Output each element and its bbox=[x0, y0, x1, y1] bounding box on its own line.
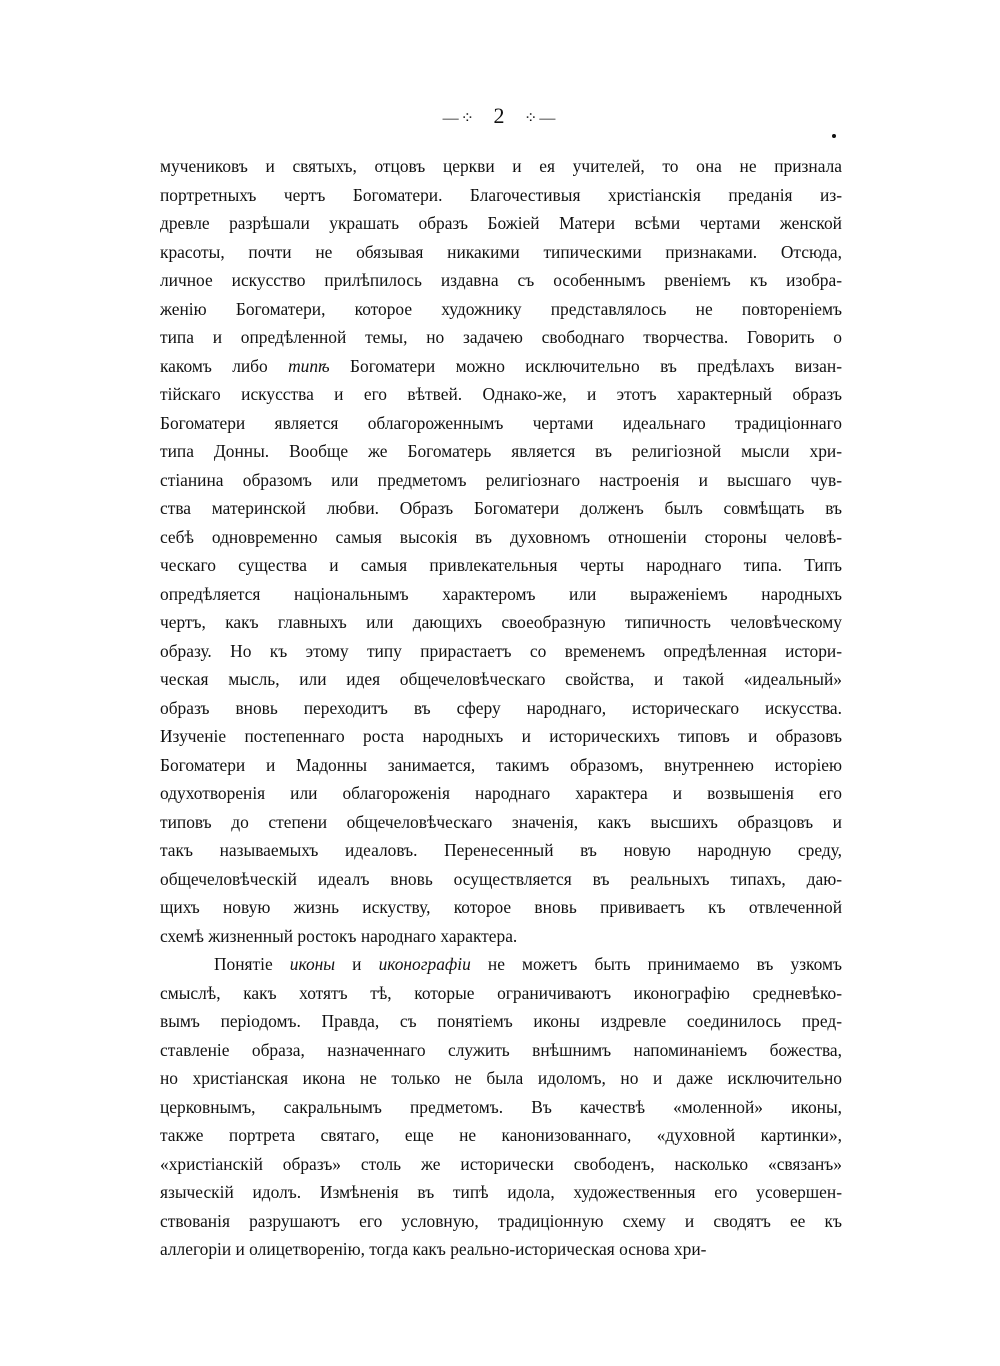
text-line: опредѣляется національнымъ характеромъ или выраженіемъ народныхъ bbox=[160, 583, 842, 604]
italic-term: иконографіи bbox=[378, 954, 471, 974]
text-line: личное искусство прилѣпилось издавна съ особеннымъ рвеніемъ къ изобра- bbox=[160, 270, 842, 290]
ornament-left: —⁘ bbox=[442, 109, 476, 127]
text-line: красоты, почти не обязывая никакими типическими признаками. Отсюда, bbox=[160, 241, 842, 262]
text-line: аллегоріи и олицетворенію, тогда какъ реально-историческая основа хри- bbox=[160, 1239, 707, 1259]
text-line: типа и опредѣленной темы, но задачею свободнаго творчества. Говорить о bbox=[160, 327, 842, 347]
page-number: 2 bbox=[493, 103, 507, 128]
text-line: Богоматери и Мадонны занимается, такимъ образомъ, внутреннею исторіею bbox=[160, 754, 842, 775]
paragraph-2 bbox=[160, 950, 842, 1264]
text-line: стіанина образомъ или предметомъ религіознаго настроенія и высшаго чув- bbox=[160, 469, 842, 490]
text-line: какомъ либо типѣ Богоматери можно исключительно въ предѣлахъ визан- bbox=[160, 355, 842, 376]
text-line: себѣ одновременно самыя высокія въ духовномъ отношеніи стороны человѣ- bbox=[160, 526, 842, 547]
text-line: мучениковъ и святыхъ, отцовъ церкви и ея учителей, то она не признала bbox=[160, 156, 842, 176]
text-line: тійскаго искусства и его вѣтвей. Однако-же, и этотъ характерный образъ bbox=[160, 384, 842, 404]
paragraph-1 bbox=[160, 152, 842, 950]
italic-term: иконы bbox=[289, 954, 336, 974]
text-line: Богоматери является облагороженнымъ чертами идеальнаго традиціоннаго bbox=[160, 412, 842, 433]
print-speck bbox=[832, 134, 836, 138]
text-line: смыслѣ, какъ хотятъ тѣ, которые ограничиваютъ иконографію средневѣко- bbox=[160, 982, 842, 1003]
text-line: портретныхъ чертъ Богоматери. Благочестивыя христіанскія преданія из- bbox=[160, 184, 842, 205]
text-line: Изученіе постепеннаго роста народныхъ и историческихъ типовъ и образовъ bbox=[160, 726, 842, 746]
page-number-header bbox=[0, 103, 1000, 129]
text-body bbox=[160, 152, 842, 1264]
text-line: образъ вновь переходитъ въ сферу народнаго, историческаго искусства. bbox=[160, 697, 842, 718]
text-line: женію Богоматери, которое художнику представлялось не повтореніемъ bbox=[160, 298, 842, 319]
text-line: образу. Но къ этому типу прирастаетъ со временемъ опредѣленная истори- bbox=[160, 640, 842, 661]
text-line: ческаго существа и самыя привлекательныя черты народнаго типа. Типъ bbox=[160, 555, 842, 575]
text-line: Понятіе иконы и иконографіи не можетъ быть принимаемо въ узкомъ bbox=[214, 954, 842, 974]
text-line: ческая мысль, или идея общечеловѣческаго свойства, и такой «идеальный» bbox=[160, 669, 842, 689]
text-line: но христіанская икона не только не была идоломъ, но и даже исключительно bbox=[160, 1068, 842, 1088]
text-line: церковнымъ, сакральнымъ предметомъ. Въ качествѣ «моленной» иконы, bbox=[160, 1096, 842, 1117]
text-line: языческій идолъ. Измѣненія въ типѣ идола, художественныя его усовершен- bbox=[160, 1182, 842, 1202]
text-line: чертъ, какъ главныхъ или дающихъ своеобразную типичность человѣческому bbox=[160, 612, 842, 632]
text-line: также портрета святаго, еще не канонизованнаго, «духовной картинки», bbox=[160, 1125, 842, 1145]
text-line: «христіанскій образъ» столь же исторически свободенъ, насколько «связанъ» bbox=[160, 1153, 842, 1174]
text-line: типа Донны. Вообще же Богоматерь является въ религіозной мысли хри- bbox=[160, 441, 842, 461]
text-line: общечеловѣческій идеалъ вновь осуществляется въ реальныхъ типахъ, даю- bbox=[160, 868, 842, 889]
italic-term: типѣ bbox=[288, 355, 330, 376]
text-line: типовъ до степени общечеловѣческаго значенія, какъ высшихъ образцовъ и bbox=[160, 811, 842, 832]
text-line: вымъ періодомъ. Правда, съ понятіемъ иконы издревле соединилось пред- bbox=[160, 1011, 842, 1031]
text-line: щихъ новую жизнь искуству, которое вновь прививаетъ къ отвлеченной bbox=[160, 897, 842, 917]
text-line: одухотворенія или облагороженія народнаго характера и возвышенія его bbox=[160, 783, 842, 803]
text-line: ствованія разрушаютъ его условную, традиціонную схему и сводятъ ее къ bbox=[160, 1210, 842, 1231]
text-line: ства материнской любви. Образъ Богоматери долженъ былъ совмѣщать въ bbox=[160, 498, 842, 518]
text-line: схемѣ жизненный ростокъ народнаго характера. bbox=[160, 925, 518, 946]
ornament-right: ⁘— bbox=[524, 109, 558, 127]
text-line: древле разрѣшали украшать образъ Божіей Матери всѣми чертами женской bbox=[160, 213, 842, 233]
text-line: ставленіе образа, назначеннаго служить внѣшнимъ напоминаніемъ божества, bbox=[160, 1039, 842, 1060]
text-line: такъ называемыхъ идеаловъ. Перенесенный въ новую народную среду, bbox=[160, 840, 842, 860]
